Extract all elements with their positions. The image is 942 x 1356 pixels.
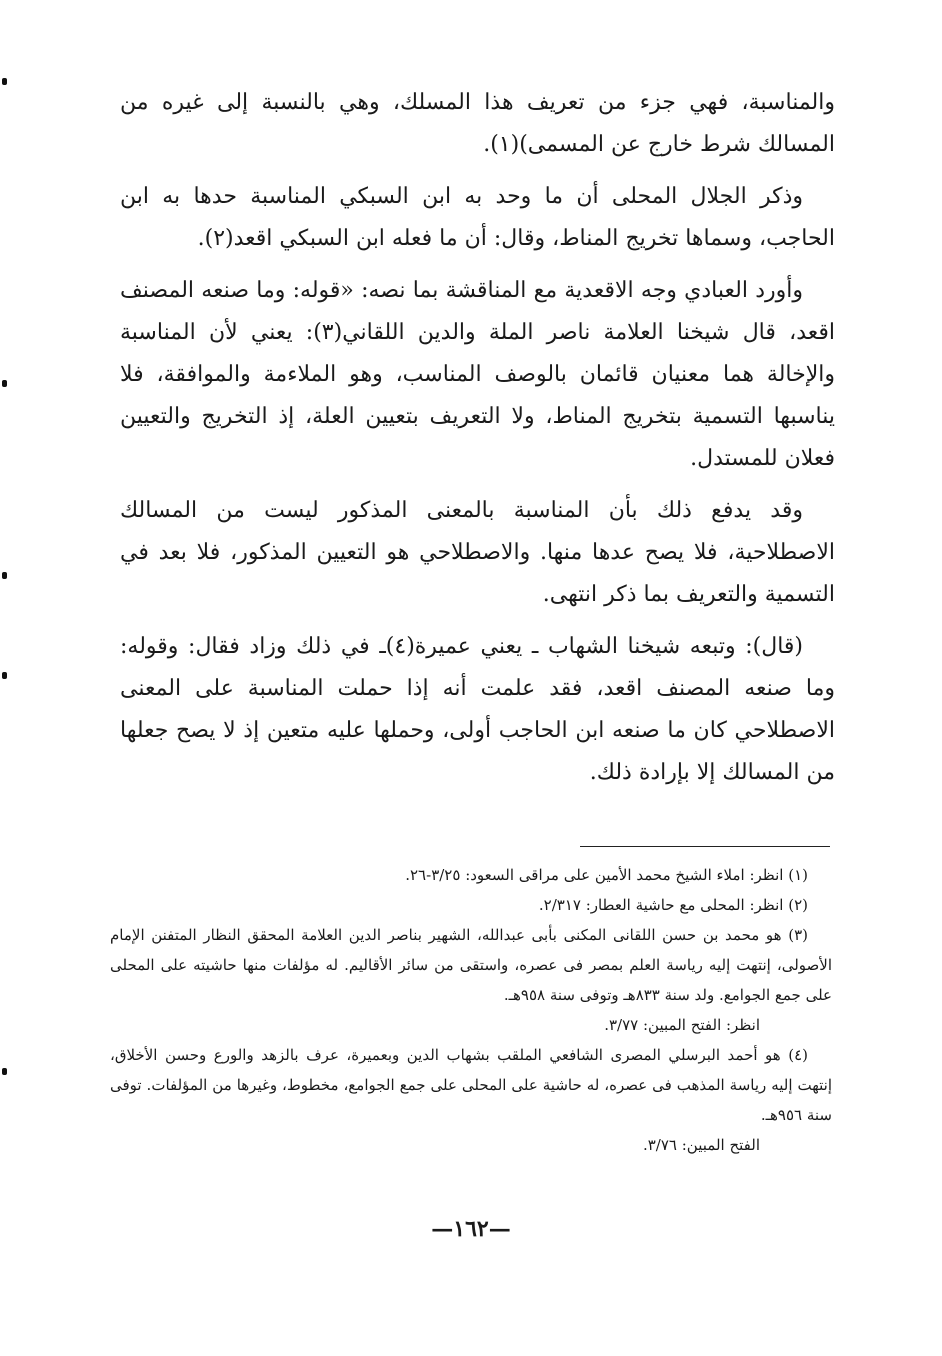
footnote-3-source: [110, 1010, 832, 1040]
scan-mark: [2, 672, 7, 679]
footnote-text: (٤) هو أحمد البرسلي المصرى الشافعي الملقب بشهاب الدين وبعميرة، عرف بالزهد والورع وحسن الأخلاق، إنتهت إليه رياسة المذهب فى عصره، له حاشية على المحلى على جمع الجوامع، مخطوط، وغيرها من المؤلفات. توفى سنة ٩٥٦هـ.: [110, 1046, 832, 1124]
paragraph-5: (قال): وتبعه شيخنا الشهاب ـ يعني عميرة(٤)ـ في ذلك وزاد فقال: وقوله: وما صنعه المصنف اقعد، فقد علمت أنه إذا حملت المناسبة على المعنى الاصطلاحي كان ما صنعه ابن الحاجب أولى، وحملها عليه متعين إذ لا يصح جعلها من المسالك إلا بإرادة ذلك.: [120, 634, 835, 785]
scan-mark: [2, 572, 7, 579]
footnote-3: [110, 920, 832, 1010]
footnote-1: [110, 860, 832, 890]
paragraph-1: والمناسبة، فهي جزء من تعريف هذا المسلك، وهي بالنسبة إلى غيره من المسالك شرط خارج عن المسمى)(١).: [120, 90, 835, 157]
footnote-2: [110, 890, 832, 920]
paragraph-2: وذكر الجلال المحلى أن ما وحد به ابن السبكي المناسبة حدها به ابن الحاجب، وسماها تخريج المناط، وقال: أن ما فعله ابن السبكي اقعد(٢).: [120, 184, 835, 251]
paragraph-3: وأورد العبادي وجه الاقعدية مع المناقشة بما نصه: «قوله: وما صنعه المصنف اقعد، قال شيخنا العلامة ناصر الملة والدين اللقاني(٣): يعني لأن المناسبة والإخالة هما معنيان قائمان بالوصف المناسب، وهو الملاءمة والموافقة، فلا يناسبها التسمية بتخريج المناط، ولا التعريف بتعيين العلة، إذ التخريج والتعيين فعلان للمستدل.: [120, 278, 835, 471]
footnote-4: [110, 1040, 832, 1130]
scan-mark: [2, 380, 7, 387]
footnote-text: الفتح المبين: ٣/٧٦.: [642, 1136, 760, 1154]
footnote-text: انظر: الفتح المبين: ٣/٧٧.: [604, 1016, 760, 1034]
scan-mark: [2, 78, 7, 85]
footnote-text: (٣) هو محمد بن حسن اللقانى المكنى بأبى عبدالله، الشهير بناصر الدين العلامة المحقق النظار المتفنن الإمام الأصولى، إنتهت إليه رياسة العلم بمصر فى عصره، واستقى من سائر الأقاليم. له مؤلفات منها حاشيته على المحلى على جمع الجوامع. ولد سنة ٨٣٣هـ وتوفى سنة ٩٥٨هـ.: [110, 926, 832, 1004]
footnote-text: (٢) انظر: المحلى مع حاشية العطار: ٢/٣١٧.: [538, 896, 808, 914]
footnotes: [110, 860, 832, 1160]
paragraph-4: وقد يدفع ذلك بأن المناسبة بالمعنى المذكور ليست من المسالك الاصطلاحية، فلا يصح عدها منها. والاصطلاحي هو التعيين المذكور، فلا بعد في التسمية والتعريف بما ذكر انتهى.: [120, 498, 835, 607]
footnote-4-source: [110, 1130, 832, 1160]
scan-mark: [2, 1068, 7, 1075]
footnote-text: (١) انظر: املاء الشيخ محمد الأمين على مراقى السعود: ٣/٢٥-٢٦.: [405, 866, 808, 884]
page-number: —١٦٢—: [431, 1216, 511, 1242]
footnote-divider: [580, 846, 830, 847]
main-text: [120, 82, 835, 804]
